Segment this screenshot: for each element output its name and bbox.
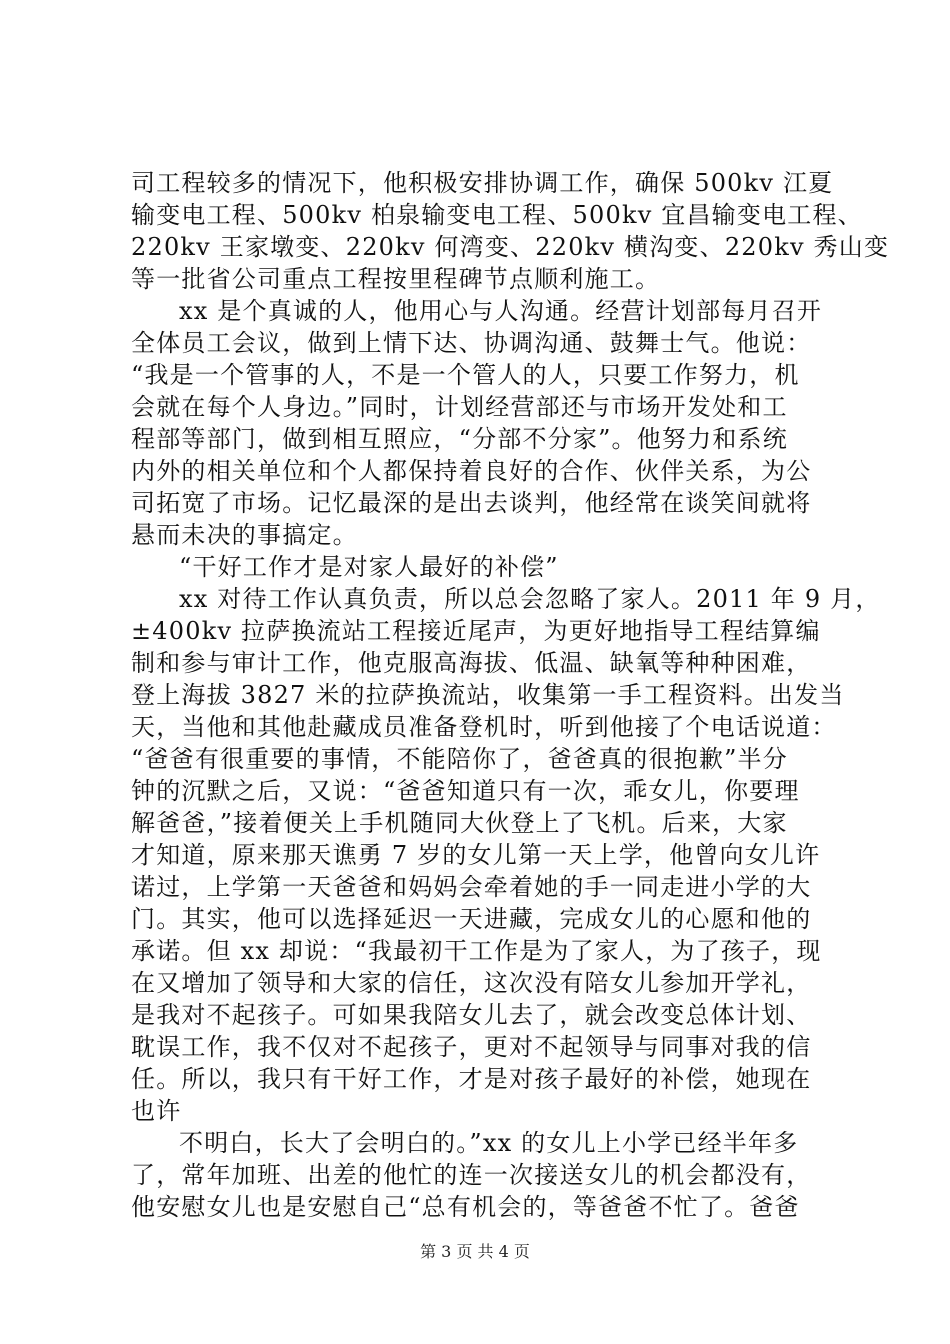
- text-line: 等一批省公司重点工程按里程碑节点顺利施工。: [131, 265, 661, 293]
- text-line: ±400kv 拉萨换流站工程接近尾声，为更好地指导工程结算编: [131, 617, 821, 645]
- text-line: 程部等部门，做到相互照应，“分部不分家”。他努力和系统: [131, 425, 788, 453]
- text-line: xx 对待工作认真负责，所以总会忽略了家人。2011 年 9 月，: [179, 585, 881, 613]
- text-line: 钟的沉默之后，又说：“爸爸知道只有一次，乖女儿，你要理: [131, 777, 800, 805]
- text-line: 内外的相关单位和个人都保持着良好的合作、伙伴关系，为公: [131, 457, 812, 485]
- text-line: 了，常年加班、出差的他忙的连一次接送女儿的机会都没有，: [131, 1161, 812, 1189]
- text-line: 天，当他和其他赴藏成员准备登机时，听到他接了个电话说道：: [131, 713, 837, 741]
- text-line: 是我对不起孩子。可如果我陪女儿去了，就会改变总体计划、: [131, 1001, 812, 1029]
- text-line: 输变电工程、500kv 柏泉输变电工程、500kv 宜昌输变电工程、: [131, 201, 863, 229]
- text-line: xx 是个真诚的人，他用心与人沟通。经营计划部每月召开: [179, 297, 823, 325]
- text-line: “爸爸有很重要的事情，不能陪你了，爸爸真的很抱歉”半分: [131, 745, 788, 773]
- text-line: 他安慰女儿也是安慰自己“总有机会的，等爸爸不忙了。爸爸: [131, 1193, 800, 1221]
- text-line: 会就在每个人身边。”同时，计划经营部还与市场开发处和工: [131, 393, 788, 421]
- text-line: 也许: [131, 1097, 182, 1125]
- text-line: 承诺。但 xx 却说：“我最初干工作是为了家人，为了孩子，现: [131, 937, 822, 965]
- text-line: 悬而未决的事搞定。: [131, 521, 358, 549]
- text-line: 不明白，长大了会明白的。”xx 的女儿上小学已经半年多: [179, 1129, 799, 1157]
- page-number-label: 第 3 页 共 4 页: [420, 1242, 530, 1261]
- text-line: 全体员工会议，做到上情下达、协调沟通、鼓舞士气。他说：: [131, 329, 812, 357]
- text-line: 制和参与审计工作，他克服高海拔、低温、缺氧等种种困难，: [131, 649, 812, 677]
- text-line: 解爸爸，”接着便关上手机随同大伙登上了飞机。后来，大家: [131, 809, 788, 837]
- section-heading: “干好工作才是对家人最好的补偿”: [179, 553, 559, 581]
- text-line: 才知道，原来那天谯勇 7 岁的女儿第一天上学，他曾向女儿许: [131, 841, 821, 869]
- text-line: 司工程较多的情况下，他积极安排协调工作，确保 500kv 江夏: [131, 169, 834, 197]
- text-line: “我是一个管事的人，不是一个管人的人，只要工作努力，机: [131, 361, 800, 389]
- text-line: 登上海拔 3827 米的拉萨换流站，收集第一手工程资料。出发当: [131, 681, 845, 709]
- text-line: 任。所以，我只有干好工作，才是对孩子最好的补偿，她现在: [131, 1065, 812, 1093]
- text-line: 耽误工作，我不仅对不起孩子，更对不起领导与同事对我的信: [131, 1033, 812, 1061]
- text-line: 诺过，上学第一天爸爸和妈妈会牵着她的手一同走进小学的大: [131, 873, 812, 901]
- text-line: 司拓宽了市场。记忆最深的是出去谈判，他经常在谈笑间就将: [131, 489, 812, 517]
- text-line: 门。其实，他可以选择延迟一天进藏，完成女儿的心愿和他的: [131, 905, 812, 933]
- body-text: [131, 167, 890, 1223]
- text-line: 在又增加了领导和大家的信任，这次没有陪女儿参加开学礼，: [131, 969, 812, 997]
- text-line: 220kv 王家墩变、220kv 何湾变、220kv 横沟变、220kv 秀山变: [131, 233, 890, 261]
- page-footer: [0, 1242, 950, 1262]
